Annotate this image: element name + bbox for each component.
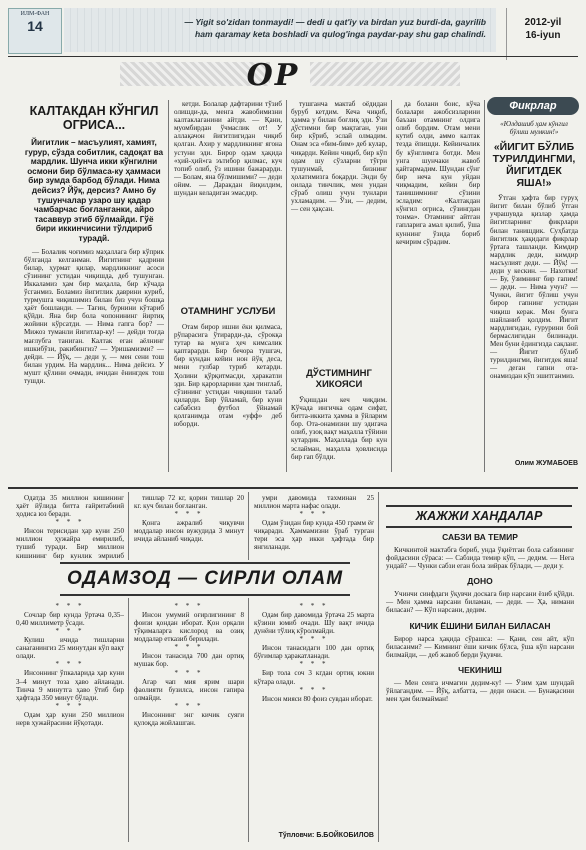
separator: * * * bbox=[299, 635, 329, 644]
middle-body-top bbox=[174, 100, 282, 298]
side-intro: «Юлдашиб ҳам кўнгил бўлиш мумкин!» bbox=[500, 120, 568, 137]
fact-9: Инсон умумий оғирлигининг 8 фоизи қондан иборат. Қон орқали тўқималарга кислород ва озиқ моддалар етказиб берилади. bbox=[134, 611, 244, 644]
joke-1-body: Кичкинтой мактабга бориб, унда ўқиётган бола сабзининг фойдасини сўраса: — Сабзида темир кўп, — дедим. — Нега ундай? — Чунки сабзи еган бола зийрак бўлади, — деди у. bbox=[386, 546, 574, 571]
fact-7: тишлар 72 кг, қорин тишлар 20 кг. куч билан боғланган. bbox=[134, 494, 244, 511]
bottom-col2-top bbox=[134, 494, 244, 560]
fact-16: Инсон танасидаги 100 дан ортиқ бўғимлар ҳаракатланади. bbox=[254, 644, 374, 661]
joke-2-head: ДОНО bbox=[467, 576, 493, 587]
ornament-right bbox=[310, 62, 460, 86]
bottom-title: ОДАМЗОД — СИРЛИ ОЛАМ bbox=[66, 568, 344, 589]
bottom-col1 bbox=[16, 602, 124, 842]
section-rule bbox=[8, 487, 578, 489]
bottom-col2 bbox=[134, 602, 244, 842]
col-divider-1 bbox=[168, 100, 169, 472]
joke-1-text bbox=[386, 546, 574, 570]
side-headline: «ЙИГИТ БЎЛИБ ТУРИЛДИНГМИ, ЙИГИТДЕК ЯША!» bbox=[492, 141, 576, 190]
bottom-title-bar-bottom bbox=[60, 594, 350, 596]
header-tagline-2: ham qaramay keta boshladi va qulog'inga paydar-pay shu gap chalindi. bbox=[195, 29, 486, 39]
jz-title-bar-top bbox=[386, 505, 572, 507]
fact-14: Одам ўзидан бир кунда 450 грамм ёғ чиқаради. Ҳаммамизни ўраб турган тери эса ҳар икки ҳафтада бир янгиланади. bbox=[254, 519, 374, 552]
bottom-col3-top bbox=[254, 494, 374, 560]
side-article bbox=[490, 120, 578, 467]
jz-content bbox=[386, 532, 574, 842]
separator: * * * bbox=[299, 602, 329, 610]
joke-1-head: САБЗИ ВА ТЕМИР bbox=[442, 532, 518, 542]
separator: * * * bbox=[55, 602, 85, 610]
header-tagline-1: — Yigit so'zidan tonmaydi! — dedi u qat'iy va birdan yuz burdi-da, gayrilib bbox=[184, 17, 486, 27]
issue-year: 2012-yil bbox=[524, 17, 562, 28]
col-divider-4 bbox=[484, 100, 485, 472]
right-col-body bbox=[396, 100, 480, 470]
separator: * * * bbox=[55, 701, 85, 710]
right-middle-article bbox=[291, 100, 387, 478]
left-article bbox=[24, 104, 164, 504]
fact-13: умри давомида тахминан 25 миллион марта нафас олади. bbox=[254, 494, 374, 511]
jz-title: ЖАЖЖИ ХАНДАЛАР bbox=[415, 509, 543, 523]
fact-8: Қонга ажралиб чиқувчи моддалар инсон вужудида 3 минут ичида айланиб чиқади. bbox=[134, 519, 244, 544]
joke-3-body: Бирор нарса ҳақида сўрашса: — Қани, сен айт, кўп биласанми? — Кимнинг ёши кичик бўлса, ўша кўп нарсани билмайди, — деб жавоб берди ўқувчи. bbox=[386, 634, 574, 659]
separator: * * * bbox=[299, 660, 329, 669]
section-title: ОР bbox=[246, 58, 300, 93]
left-body bbox=[24, 248, 164, 504]
separator: * * * bbox=[55, 660, 85, 669]
right-middle-body-top bbox=[291, 100, 387, 360]
separator: * * * bbox=[174, 643, 204, 652]
fact-2: Инсон терисидан ҳар куни 250 миллион ҳужайра емирилиб, тушиб туради. Бир миллион кишининг бир кунлик эмрилиб bbox=[16, 527, 124, 560]
separator: * * * bbox=[174, 510, 204, 519]
fact-6: Одам ҳар куни 250 миллион нерв ҳужайрасини йўқотади. bbox=[16, 710, 124, 727]
bottom-divider-2 bbox=[248, 492, 249, 842]
middle-subhead: ОТАМНИНГ УСЛУБИ bbox=[180, 306, 276, 317]
middle-body-bottom bbox=[174, 323, 282, 463]
separator: * * * bbox=[55, 627, 85, 636]
joke-3-text bbox=[386, 635, 574, 659]
right-middle-body-bottom bbox=[291, 396, 387, 478]
separator: * * * bbox=[299, 510, 329, 519]
right-middle-subhead: ДЎСТИМНИНГ ХИКОЯСИ bbox=[306, 368, 372, 390]
bottom-title-bar-top bbox=[60, 562, 350, 564]
joke-4-head: ЧЕКИНИШ bbox=[458, 664, 502, 675]
fact-10: Инсон танасида 700 дан ортиқ мушак бор. bbox=[134, 652, 244, 669]
separator: * * * bbox=[55, 518, 85, 527]
fact-1: Одатда 35 миллион кишининг ҳаёт йўлида битта ғайритабиий ҳодиса юз беради. bbox=[16, 494, 124, 519]
left-headline: КАЛТАКДАН КЎНГИЛ ОГРИСА... bbox=[29, 104, 159, 132]
separator: * * * bbox=[174, 602, 204, 610]
bottom-divider-1 bbox=[128, 492, 129, 842]
logo-text: ИЛМ-ФАН bbox=[20, 11, 50, 17]
bottom-col1-top bbox=[16, 494, 124, 560]
left-body-text: — Болалик чоғимиз маҳаллага бир кўприк бўлганда келганман. Йигитнинг қадрини билар, ҳурмат қилар, мардликнинг асоси сўзининг устидан чиқишда, деб тушунган. Иккаламиз ҳам бир маҳалла, бир кўчада ўсганмиз. Боламиз йигитлик даврини куриб, турмушга чиқишимиз билан биз учун бошқа ҳаёт бошланди. — Тағин, бурнини кўтариб қўйди. Яна бир бола чопонининг йиртиқ жойини кўрсатди. — Нима гапга бор? — Мижоз туманли йигитлар-ку! — дейди тоғда мағлубга таниган. Калтак еган аёлнинг ишкибўзи, ракибингиз? — Уришамизми? — дейди. — Йўқ, — деди у, — мен сени тош билан урдим. На мардлик... Нима дейсиз. У мушт қўлини очмади, ичидан ёнингдек тош тушди. bbox=[24, 247, 164, 386]
fact-17: Бир тола соч 3 кгдан ортиқ юкни кўтара олади. bbox=[254, 669, 374, 686]
fact-4: Кулиш ичида тишларни санаганингиз 25 минутдан кўп вақт олади. bbox=[16, 636, 124, 661]
separator: * * * bbox=[299, 685, 329, 694]
middle-body-bottom-text: Отам бирор ишни ёки қилмаса, рўпарасига ўтирарди-да, сўрокқа тутар ва мунга ҳеч кимсалик қаптарарди. Бир бечора тушгач, бир кундан кейин нон йўқ деса, мени гулбар туриб кетарди. Ҳолини қўрқитмасди, ҳаракатли эди. Бир қарорларини ҳам тинглаб, сўзининг устидан чиқишни талаб қиларди. Бир ўйламай, бир куни сабабсиз футбол ўйнамай қолганимда отам «уфф» деб юборди. bbox=[174, 323, 282, 429]
fact-12: Инсоннинг энг кичик суяги қулоқда жойлашган. bbox=[134, 710, 244, 727]
col-divider-3 bbox=[391, 100, 392, 472]
issue-date bbox=[506, 8, 579, 60]
middle-article bbox=[174, 100, 282, 463]
bottom-byline: Тўпловчи: Б.БОЙКОБИЛОВ bbox=[278, 832, 374, 839]
right-col-article bbox=[396, 100, 480, 470]
separator: * * * bbox=[174, 668, 204, 677]
header-band bbox=[64, 8, 496, 52]
bottom-col3 bbox=[254, 602, 374, 828]
fact-15: Одам бир давомида ўртача 25 марта кўзини юмиб очади. Шу вақт ичида дунёни тўлиқ кўролмайди. bbox=[254, 611, 374, 636]
side-byline: Олим ЖУМАБОЕВ bbox=[514, 460, 578, 468]
right-middle-body-top-text: тушганча мактаб оёдидан буруб кетдим. Кеча чиқиб, ҳамма у билан боғлиқ эди. Ўзи дўстимни бир мақтаган, уни бир кўриб, эслай олмадим. Онам эса «бим-бим» деб кулар, чиқарди. Кейин чиқиб, бир кўп одам шу сўзларни тўғри тушунмай, бизнинг ҳолатимизга боқарди. Энди бу оилада тинчлик, мен ундан сўраб олиш учун тунлари ухламадим. — Ўзи, — дедим, — сен ҳақсан. bbox=[291, 100, 387, 214]
bottom-divider-3 bbox=[378, 492, 379, 842]
section-pill: Фикрлар bbox=[487, 97, 579, 115]
jz-title-bar-bottom bbox=[386, 526, 572, 528]
separator: * * * bbox=[174, 701, 204, 710]
joke-2-body: Учинчи синфдаги ўқувчи доскага бир нарсани ёзиб қўйди. — Мен ҳамма нарсани биламан, — деди. — Ҳа, нимани биласан? — Кўп нарсани, дедим. bbox=[386, 590, 574, 615]
joke-2-text bbox=[386, 590, 574, 614]
side-body bbox=[490, 194, 578, 456]
fact-11: Агар чап мия ярим шари фаолияти бузилса, инсон гапира олмайди. bbox=[134, 677, 244, 702]
fact-5: Инсоннинг ўпкаларида ҳар куни 3–4 минут тоза ҳаво айланади. Тинча 9 минутга ҳаво ўтиб бир ҳафтада 350 минут бўлади. bbox=[16, 669, 124, 702]
right-middle-body-bottom-text: Ўқишдан кеч чиқдим. Кўчада ингичка одам сифат, битта-иккита ҳамма в ўйларим бор. Ота-онамизни шу эдигача олиб, узоқ вақт маҳалла тўйини кутардик. Маҳаллада бир кун эслайман, маҳалла ҳовлисида бир гап бўлди. bbox=[291, 396, 387, 461]
joke-3-head: КИЧИК ЁШИНИ БИЛАН БИЛАСАН bbox=[409, 620, 551, 631]
header-rule bbox=[8, 56, 578, 57]
fact-18: Инсон мияси 80 фоиз сувдан иборат. bbox=[262, 694, 373, 703]
right-col-body-text: да болани боис, кўча болалари ажобсизларини баъзан отамнинг олдига олиб бордим. Отам мени кутиб олди, аммо калтак тезда ёпишди. Кейинчалик бу кўнглимга ботди. Мен унга шунчаки жавоб қайтармадим. Шундан сўнг бир неча кун уйдан чиқмадим, кейин бир танишимнинг сўзини эсладим: «Калтакдан кўнгил огриса, сўзингдан тонма». Отамнинг айтган гапларига амал қилиб, ўша куннинг ўзида бориб кечирим сўрадим. bbox=[396, 100, 480, 246]
joke-4-text bbox=[386, 679, 574, 703]
page-number: 14 bbox=[27, 18, 43, 34]
col-divider-2 bbox=[286, 100, 287, 472]
joke-4-body: — Мен сенга ичмагин дедим-ку! — Ўзим ҳам шундай ўйлагандим. — Йўқ, албатта, — деди онаси. — Бунақасини мен ҳам билмайман! bbox=[386, 678, 574, 704]
side-body-text: Ўтган ҳафта бир гуруҳ йигит билан бўлиб ўтган учрашувда қизлар ҳамда йигитларнинг фикрлари билан танишдик. Суҳбатда йигитлик ҳақидаги фикрлар ўртага ташланди. Кимдир мардлик деди, кимдир масъулият деди. — Йўқ! — деди у кескин. — Нахотки! — Бу, ўзимнинг бир гапим! — деди. — Нима учун? — Чунки, йигит бўлиш учун бирор гапнинг устидан чиқиш керак. Мен бунга шайланиб қолдим. Йигит мардлигидан, ғурурини бой бермаслигидан билинади. Мен буни ёдингизда сақланг. — Йигит бўлиб турилдингми, йигитдек яша! — деган гапни ота-онамиздан кўп эшитганмиз. bbox=[490, 194, 578, 381]
page-badge bbox=[8, 8, 62, 54]
issue-day: 16-iyun bbox=[525, 30, 561, 41]
middle-body-top-text: кетди. Болалар дафтарини тўзиб олишди-да, менга жавобимизни калтаклаганини айтди. — Қани, муомбирдан ўчмаслик от! У аллақачон йигитлигидан чиқиб қолган. Ахир у мардликнинг ягона устуни эди. Бирор одам ҳақида «ҳий-ҳий»га эътибор қилмас, куч топиб олиб, ўз ишини бажарарди. — Болам, яна бўлмишими? — деди ойим. — Даракдан йиқилдим, шундан келадиган эмасдир. bbox=[174, 100, 282, 198]
fact-3: Сочлар бир кунда ўртача 0,35–0,40 миллиметр ўсади. bbox=[16, 611, 124, 628]
left-lede: Йигитлик – масъулият, хамият, гурур, сўзда собитлик, садоқат ва мардлик. Шунча икки кўнгилни осмони бир бўлмаса-ку ҳаммаси бир зумда барбод бўлади. Нима дейсиз? Йўқ, дерсиз? Амно бу тушунчалар узаро шу қадар чамбарчас боғланганки, айро тасаввур этиб бўлмайди. Гўё бири иккинчисини тўлдириб турадй. bbox=[24, 138, 164, 243]
